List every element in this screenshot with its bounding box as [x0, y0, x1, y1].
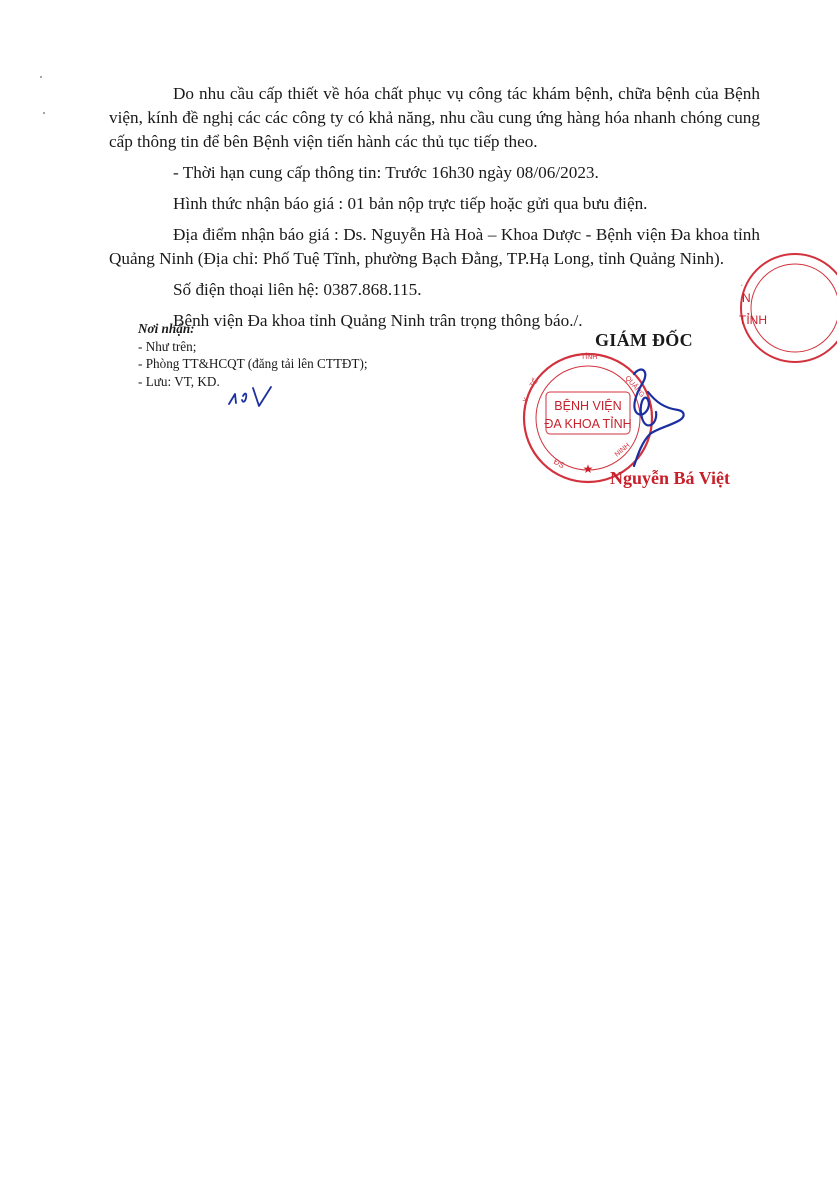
svg-text:TẾ: TẾ — [528, 377, 540, 390]
partial-stamp-line2: TỈNH — [739, 313, 767, 327]
recipients-block — [138, 320, 368, 390]
recipient-item: - Như trên; — [138, 338, 197, 354]
paragraph-phone: Số điện thoại liên hệ: 0387.868.115. — [173, 280, 422, 299]
signer-position: GIÁM ĐỐC — [595, 330, 693, 350]
svg-text:·: · — [738, 279, 745, 290]
letter-body — [109, 82, 760, 338]
paragraph-quote-format: Hình thức nhận báo giá : 01 bản nộp trực tiếp hoặc gửi qua bưu điện. — [173, 194, 648, 213]
signer-name: Nguyễn Bá Việt — [610, 468, 731, 488]
svg-text:Y: Y — [522, 396, 531, 404]
svg-text:NINH: NINH — [613, 442, 632, 459]
handwritten-signature — [612, 362, 692, 472]
svg-text:QUẢNG: QUẢNG — [623, 374, 646, 399]
recipient-item: - Phòng TT&HCQT (đăng tải lên CTTĐT); — [138, 356, 368, 371]
paragraph-deadline: - Thời hạn cung cấp thông tin: Trước 16h30 ngày 08/06/2023. — [173, 163, 599, 182]
paragraph-closing: Bệnh viện Đa khoa tỉnh Quảng Ninh trân trọng thông báo./. — [173, 311, 583, 330]
partial-stamp-line1: N — [742, 291, 751, 305]
partial-stamp — [725, 248, 815, 368]
svg-text:★: ★ — [582, 462, 594, 476]
initials-mark — [225, 384, 285, 414]
paragraph-quote-location: Địa điểm nhận báo giá : Ds. Nguyễn Hà Hoà – Khoa Dược - Bệnh viện Đa khoa tỉnh Quảng Ninh (Địa chỉ: Phố Tuệ Tĩnh, phường Bạch Đằng, TP.Hạ Long, tỉnh Quảng Ninh). — [109, 225, 760, 268]
paragraph-request: Do nhu cầu cấp thiết về hóa chất phục vụ công tác khám bệnh, chữa bệnh của Bệnh viện, kính đề nghị các các công ty có khả năng, nhu cầu cung ứng hàng hóa nhanh chóng cung cấp thông tin để bên Bệnh viện tiến hành các thủ tục tiếp theo. — [109, 84, 760, 151]
stamp-text-line2: ĐA KHOA TỈNH — [544, 417, 632, 431]
svg-text:ĐS: ĐS — [552, 456, 567, 471]
svg-text:TỈNH: TỈNH — [581, 354, 598, 361]
stamp-text-line1: BỆNH VIỆN — [554, 399, 622, 413]
recipient-item: - Lưu: VT, KD. — [138, 373, 220, 389]
scan-speck — [43, 112, 45, 114]
scan-speck — [40, 76, 42, 78]
recipients-title: Nơi nhận: — [138, 321, 195, 336]
